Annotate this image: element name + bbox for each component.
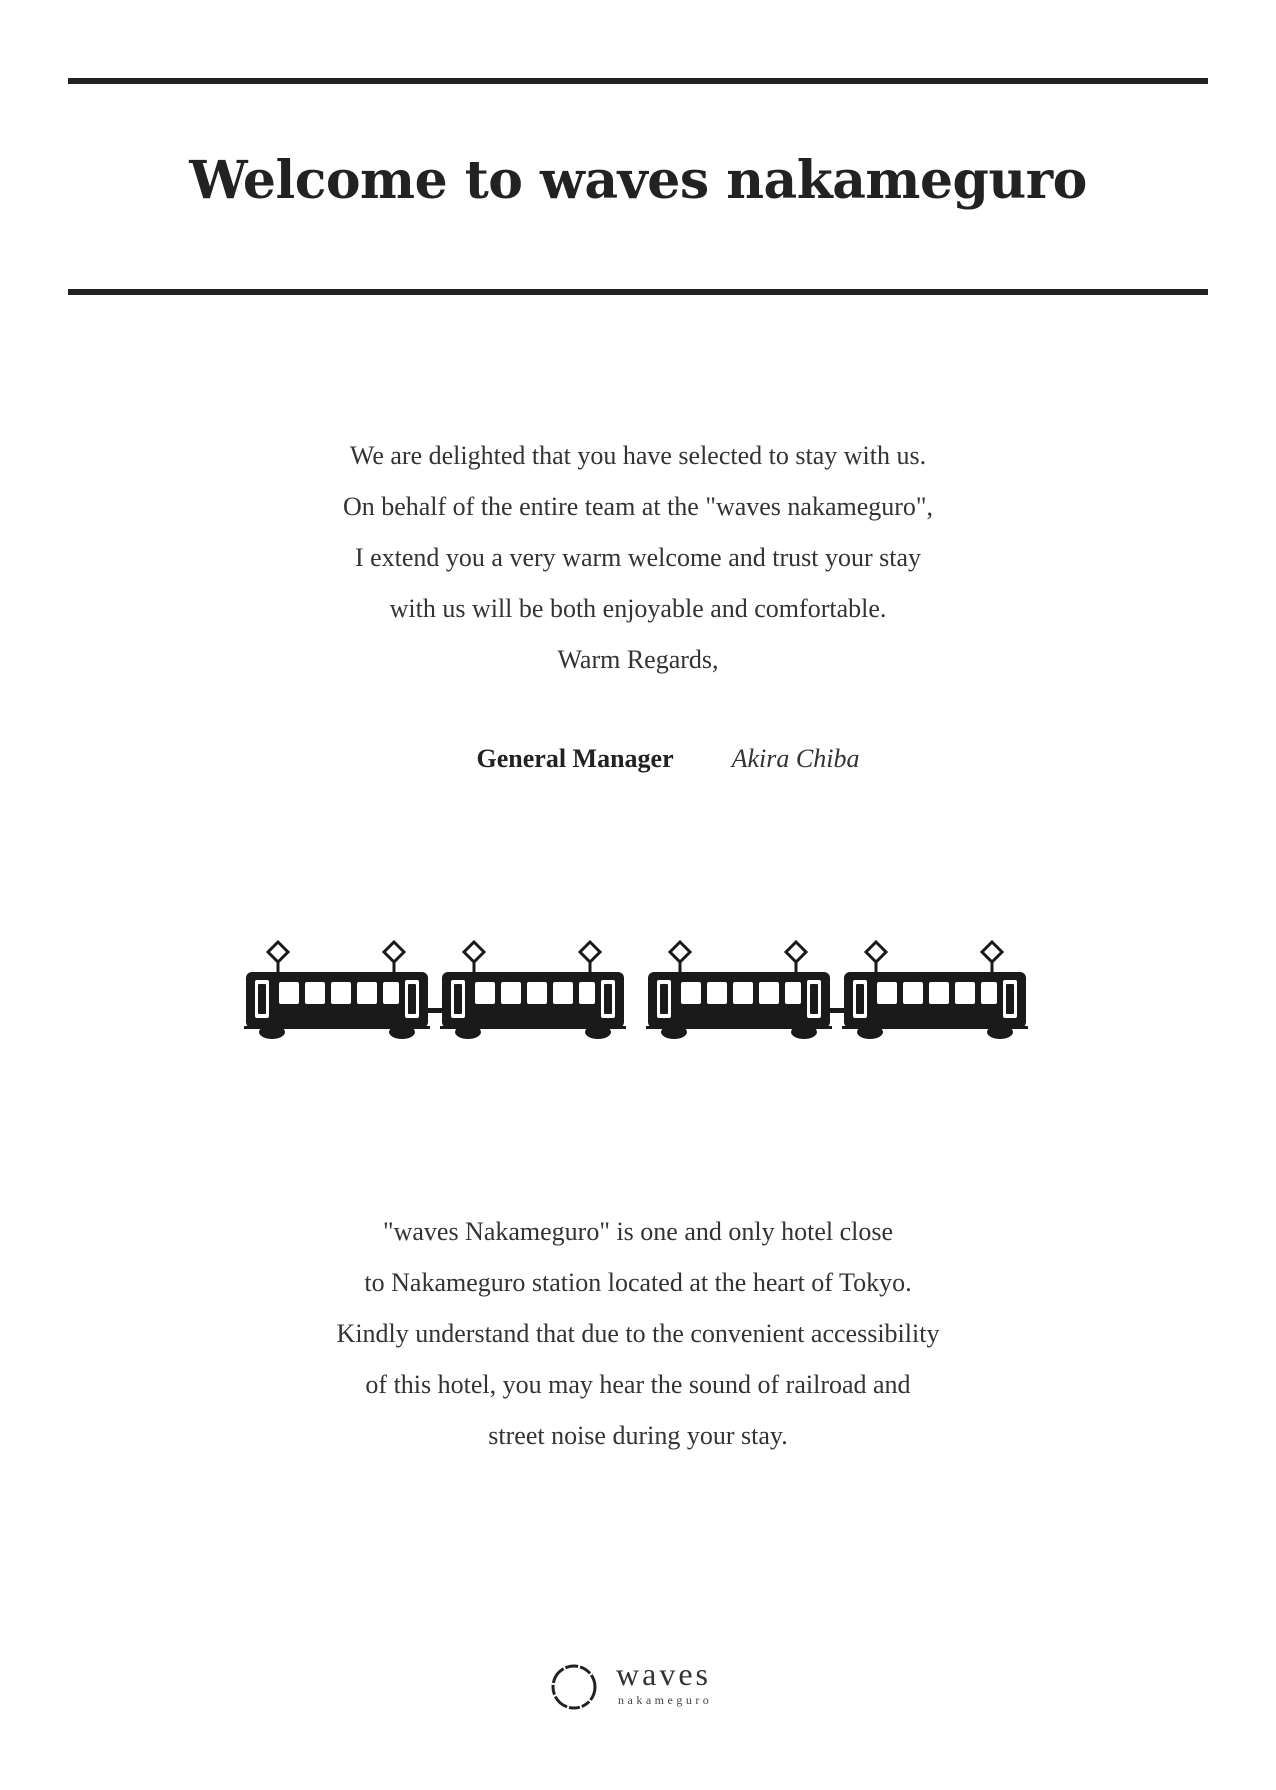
page-title: Welcome to waves nakameguro [189, 150, 1087, 211]
circle-logo-icon [548, 1661, 600, 1713]
signature-name: Akira Chiba [731, 744, 860, 773]
welcome-closing: Warm Regards, [557, 645, 719, 674]
notice-line: Kindly understand that due to the convenient accessibility [336, 1319, 940, 1348]
notice-line: "waves Nakameguro" is one and only hotel close [382, 1217, 894, 1246]
waves-logo [548, 1657, 728, 1717]
notice-line: street noise during your stay. [488, 1421, 788, 1450]
signature-title: General Manager [476, 744, 674, 773]
bottom-rule [68, 289, 1208, 295]
signature-block [0, 744, 1276, 774]
noise-notice [0, 1206, 1276, 1461]
welcome-line: On behalf of the entire team at the "waves nakameguro", [342, 492, 934, 521]
logo-wordmark: waves [616, 1656, 711, 1692]
welcome-line: I extend you a very warm welcome and trust your stay [354, 543, 922, 572]
notice-line: of this hotel, you may hear the sound of railroad and [365, 1370, 911, 1399]
top-rule [68, 78, 1208, 84]
notice-line: to Nakameguro station located at the heart of Tokyo. [364, 1268, 912, 1297]
train-icon [244, 938, 1034, 1043]
welcome-message [0, 430, 1276, 685]
welcome-line: with us will be both enjoyable and comfortable. [389, 594, 887, 623]
logo-subtitle: nakameguro [618, 1693, 713, 1707]
welcome-line: We are delighted that you have selected to stay with us. [349, 441, 927, 470]
